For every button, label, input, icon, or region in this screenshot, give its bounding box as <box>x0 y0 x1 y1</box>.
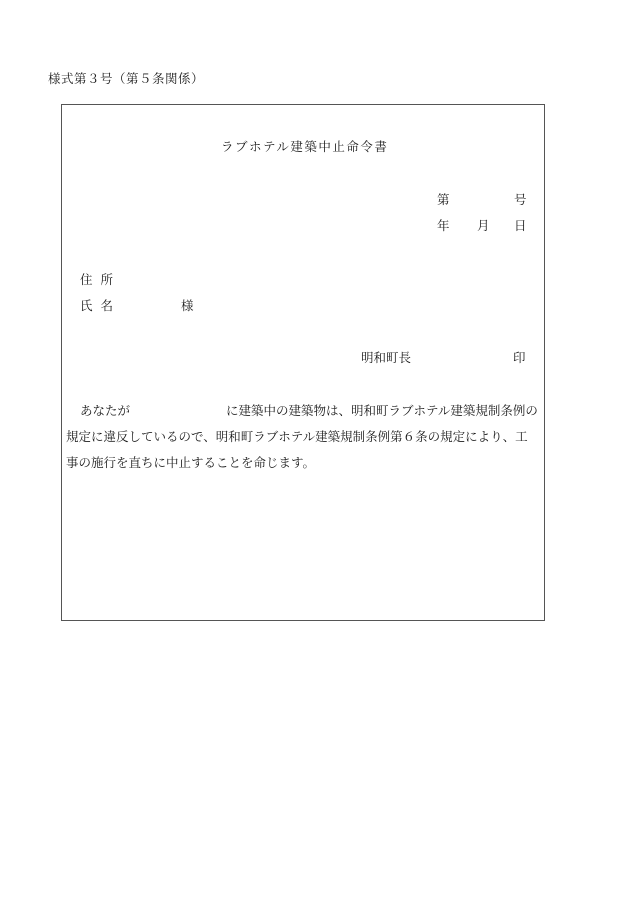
recipient-address-label: 住所 <box>80 272 122 287</box>
order-body-line-2: 規定に違反しているので、明和町ラブホテル建築規制条例第６条の規定により、工 <box>66 429 528 444</box>
document-number-prefix: 第 <box>437 192 450 207</box>
issuer-title: 明和町長 <box>361 350 412 365</box>
recipient-honorific: 様 <box>181 298 194 313</box>
document-frame <box>61 104 545 621</box>
order-body <box>66 398 544 476</box>
document-title: ラブホテル建築中止命令書 <box>221 139 389 154</box>
recipient-name-label: 氏名 <box>80 298 122 313</box>
order-body-line-1-end: に建築中の建築物は、明和町ラブホテル建築規制条例の <box>226 403 538 418</box>
date-month-label: 月 <box>477 218 490 233</box>
order-body-line-1-start: あなたが <box>80 403 131 418</box>
form-number-label: 様式第３号（第５条関係） <box>48 71 205 86</box>
issuer-seal-mark: 印 <box>513 350 526 365</box>
document-number-suffix: 号 <box>514 192 527 207</box>
date-year-label: 年 <box>437 218 450 233</box>
order-body-line-3: 事の施行を直ちに中止することを命じます。 <box>66 455 316 470</box>
order-body-line-1 <box>66 398 544 424</box>
date-day-label: 日 <box>514 218 527 233</box>
